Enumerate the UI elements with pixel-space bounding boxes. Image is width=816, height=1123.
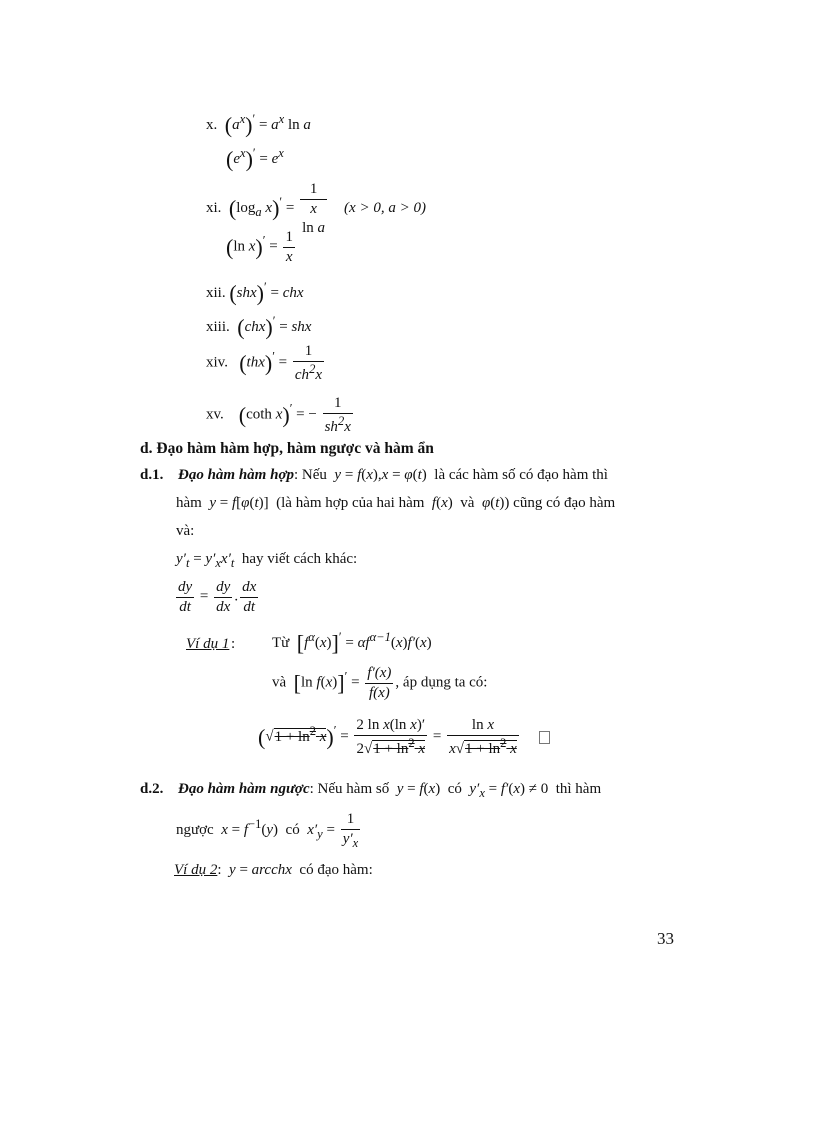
formula-label: xi. xyxy=(206,200,222,217)
example-label: Ví dụ 2 xyxy=(174,862,218,878)
page-number: 33 xyxy=(657,929,674,948)
section-heading: d. Đạo hàm hàm hợp, hàm ngược và hàm ẩn xyxy=(140,440,434,457)
subsection-title: Đạo hàm hàm ngược xyxy=(178,781,310,797)
example-label: Ví dụ 1 xyxy=(186,636,230,652)
subsection-title: Đạo hàm hàm hợp xyxy=(178,467,294,483)
subsection-number: d.2. xyxy=(140,781,164,797)
formula-xiv: xiv. (thx)′ = $\frac{1}{ch^2x}$ xyxy=(206,343,322,383)
d1-line3: và: xyxy=(176,523,195,539)
d1-line1: Đạo hàm hàm hợp: Nếu y = f(x),x = φ(t) là các hàm số có đạo hàm thì xyxy=(178,467,608,483)
formula-xiii: xiii. (chx)′ = shx xyxy=(206,314,312,340)
formula-xi: xi. ($\log_a$ x)′ = 1 x ln a (x > 0, a > 0) xyxy=(206,181,426,236)
example1-result: $(√1 + \ln^2 x)'$ = $\frac{\text{2 ln x(ln x)′}}{2√1 + \ln^2 x}$ = $\frac{\text{ln x}}{x√1 + \ln^2 x}$ xyxy=(258,716,550,759)
subsection-number: d.1. xyxy=(140,467,164,483)
formula-xii: xii. (shx)′ = chx xyxy=(206,280,304,306)
chain-rule: $y'_t = y'_xx'_t$ hay viết cách khác: xyxy=(176,551,358,570)
d2-line2: ngược $x = f^{-1}(y)$ có $x'_y$ = $\frac{1}{y'_x}$ xyxy=(176,811,359,850)
example-colon: : xyxy=(231,636,236,652)
formula-label: xiv. xyxy=(206,354,228,371)
example1-line2: và [ln f(x)]′ = $\frac{f'(x)}{f(x)}$ , áp dụng ta có: xyxy=(272,665,488,701)
formula-lnx: (ln x)′ = $\frac{1}{x}$ xyxy=(226,229,293,265)
formula-xv: xv. (coth x)′ = − $\frac{1}{sh^2x}$ xyxy=(206,395,351,435)
formula-x: x. $(a^x)' = a^x$ ln a xyxy=(206,112,311,138)
chain-rule-leibniz: $\frac{dy}{dt}$ = $\frac{dy}{dx}$ . $\frac{dx}{dt}$ xyxy=(178,579,257,615)
formula-label: xv. xyxy=(206,406,224,423)
example2-line: Ví dụ 2: y = arcchx có đạo hàm: xyxy=(174,862,373,878)
formula-label: xiii. xyxy=(206,319,230,335)
example1-line1: Từ $[f^\alpha(x)]' = \alpha f^{\alpha-1}(x)f'(x)$ xyxy=(272,630,432,656)
formula-label: x. xyxy=(206,117,218,133)
formula-condition: (x > 0, a > 0) xyxy=(344,200,426,217)
end-of-proof-box xyxy=(539,731,550,744)
formula-label: xii. xyxy=(206,285,226,301)
formula-ex: $(e^x)' = e^x$ xyxy=(226,146,284,172)
d2-line1: Đạo hàm hàm ngược: Nếu hàm số y = f(x) có $y'_x = f'(x) \ne 0$ thì hàm xyxy=(178,781,602,800)
d1-line2: hàm y = f[φ(t)] (là hàm hợp của hai hàm f(x) và φ(t)) cũng có đạo hàm xyxy=(176,495,616,511)
